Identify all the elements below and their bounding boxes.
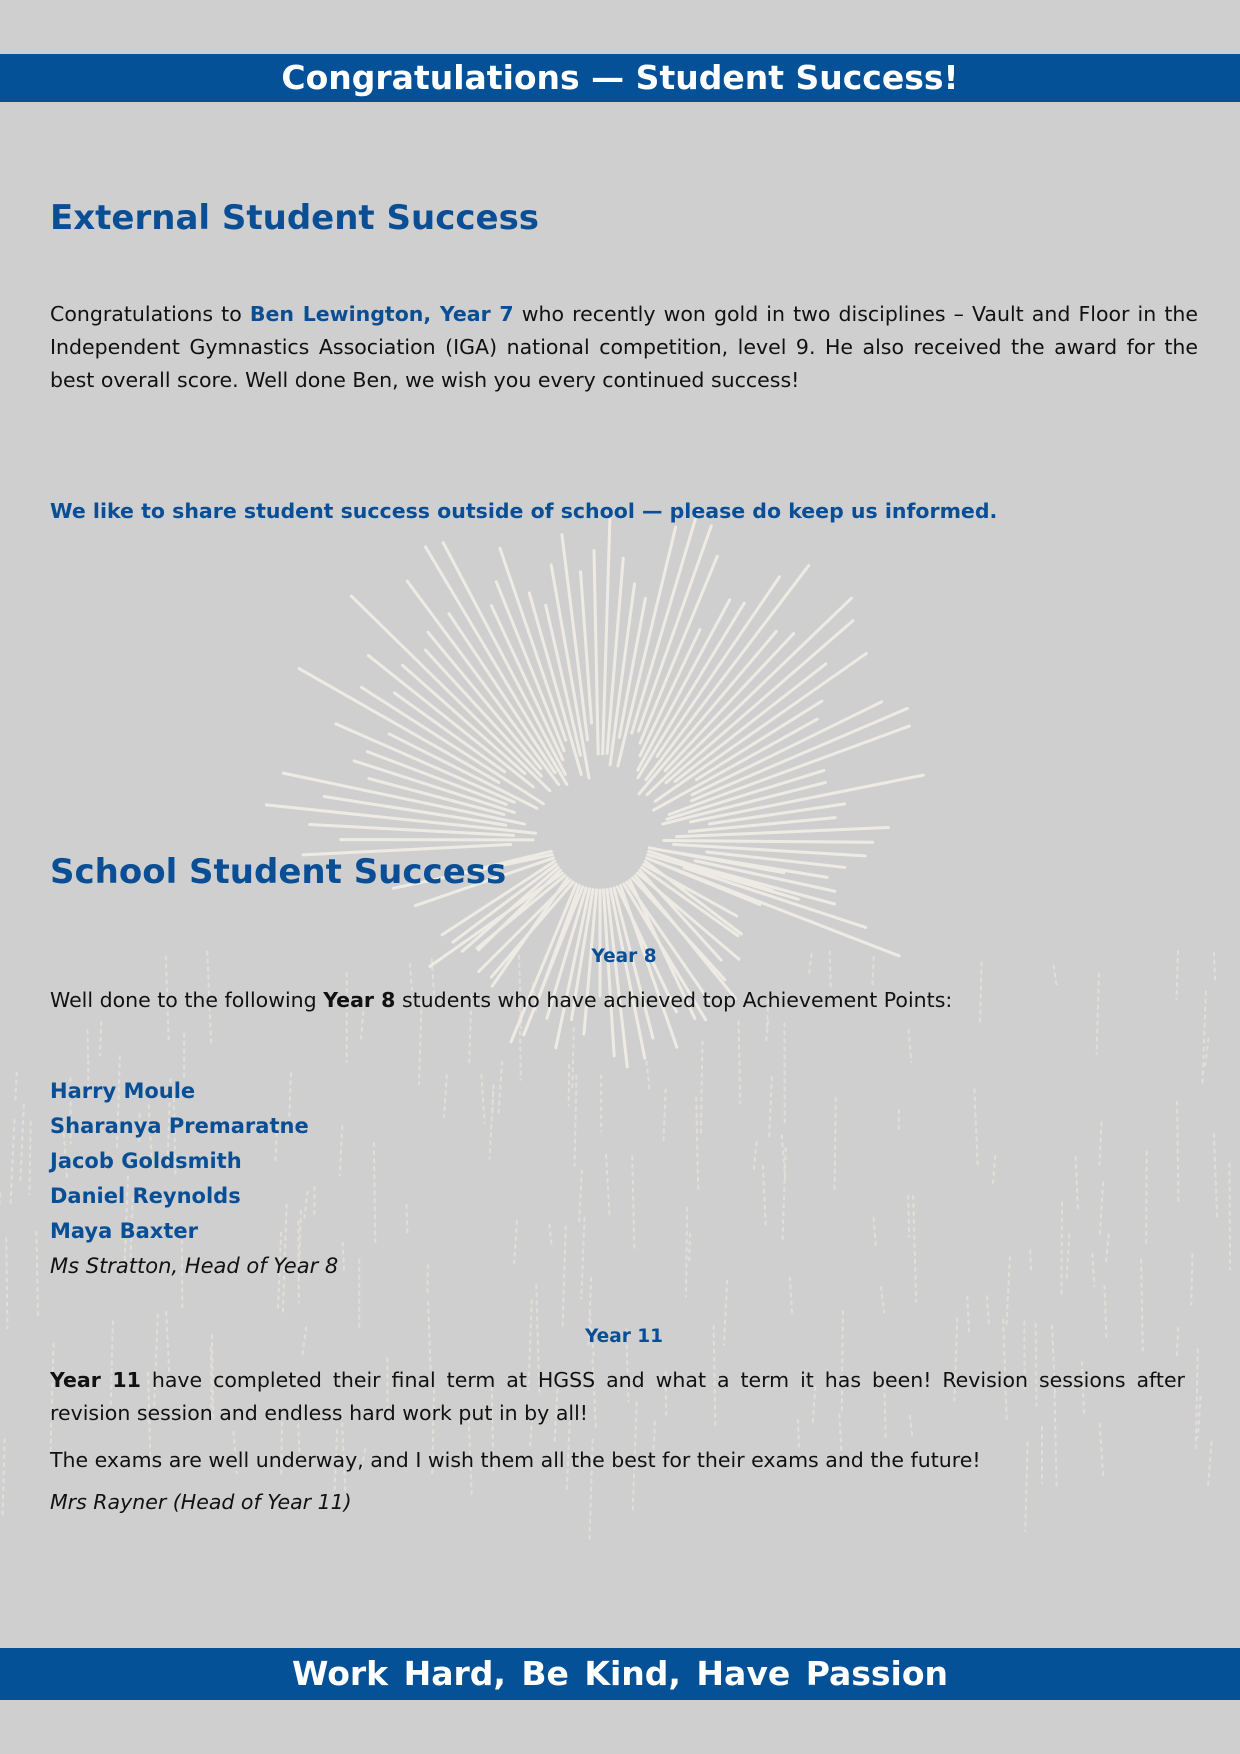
year8-student-list — [50, 1074, 1198, 1284]
footer-motto: Work Hard, Be Kind, Have Passion — [291, 1654, 949, 1693]
year11-para2: The exams are well underway, and I wish them all the best for their exams and the future! — [50, 1448, 981, 1472]
footer-banner — [0, 1648, 1240, 1700]
year11-signature: Mrs Rayner (Head of Year 11) — [50, 1490, 352, 1514]
share-note-wrap — [50, 499, 1198, 523]
external-section-heading-wrap — [50, 198, 1198, 238]
year11-label: Year 11 — [584, 1326, 664, 1347]
year11-para2-wrap — [50, 1444, 1198, 1477]
list-item: Jacob Goldsmith — [50, 1149, 242, 1173]
external-body: who recently won gold in two disciplines – Vault and Floor in the Independent Gymnastics Association (IGA) national competition, level 9. He also received the award for the best overall score. Well done Ben, we wish you every continued success! — [50, 302, 1198, 392]
list-item: Sharanya Premaratne — [50, 1114, 309, 1138]
student-name-highlight: Ben Lewington, Year 7 — [249, 302, 514, 326]
share-note: We like to share student success outside of school — please do keep us informed. — [50, 499, 998, 523]
year8-intro — [50, 984, 1198, 1017]
year8-label-wrap — [50, 946, 1198, 967]
external-section-heading: External Student Success — [50, 198, 540, 238]
external-success-paragraph — [50, 298, 1198, 397]
header-title: Congratulations — Student Success! — [281, 58, 959, 97]
year11-label-wrap — [50, 1326, 1198, 1347]
year11-signature-wrap — [50, 1490, 1198, 1514]
list-item: Daniel Reynolds — [50, 1184, 241, 1208]
school-section-heading: School Student Success — [50, 852, 507, 892]
school-section-heading-wrap — [50, 852, 1198, 892]
year11-paragraph — [50, 1364, 1185, 1430]
list-item: Maya Baxter — [50, 1219, 198, 1243]
year11-para1: have completed their final term at HGSS and what a term it has been! Revision sessions after revision session and endless hard work put in by all! — [50, 1368, 1185, 1425]
year11-bold-lead: Year 11 — [50, 1368, 141, 1392]
year8-label: Year 8 — [591, 946, 657, 967]
year8-intro-after: students who have achieved top Achievement Points: — [401, 988, 953, 1012]
year8-intro-before: Well done to the following — [50, 988, 317, 1012]
list-item: Harry Moule — [50, 1079, 196, 1103]
year8-intro-bold: Year 8 — [323, 988, 396, 1012]
external-intro: Congratulations to — [50, 302, 242, 326]
header-banner — [0, 54, 1240, 102]
year8-signature: Ms Stratton, Head of Year 8 — [50, 1254, 339, 1278]
